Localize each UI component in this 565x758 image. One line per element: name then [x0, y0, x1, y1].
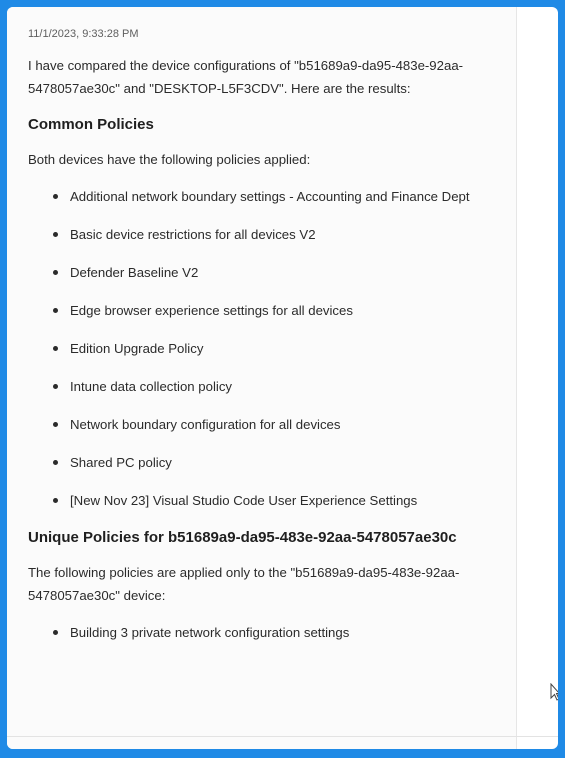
- bullet-icon: [53, 232, 58, 237]
- bullet-icon: [53, 346, 58, 351]
- list-item: [28, 337, 502, 360]
- bullet-icon: [53, 308, 58, 313]
- bullet-icon: [53, 630, 58, 635]
- bullet-icon: [53, 270, 58, 275]
- assistant-message: [7, 7, 516, 644]
- list-item: [28, 261, 502, 284]
- common-policies-text: Both devices have the following policies applied:: [28, 152, 311, 167]
- list-item: [28, 451, 502, 474]
- list-item: [28, 375, 502, 398]
- unique-policies-heading: Unique Policies for b51689a9-da95-483e-92aa-5478057ae30c: [28, 529, 457, 546]
- list-item-label: Defender Baseline V2: [70, 265, 199, 280]
- common-policies-list: [28, 185, 502, 512]
- list-item: [28, 185, 502, 208]
- list-item-label: Building 3 private network configuration settings: [70, 625, 350, 640]
- chat-window: [7, 7, 558, 749]
- list-item-label: Intune data collection policy: [70, 379, 233, 394]
- list-item-label: Edition Upgrade Policy: [70, 341, 204, 356]
- bullet-icon: [53, 384, 58, 389]
- list-item: [28, 413, 502, 436]
- unique-policies-list: [28, 621, 502, 644]
- unique-policies-text: The following policies are applied only to the "b51689a9-da95-483e-92aa-5478057ae30c" device:: [28, 565, 460, 603]
- list-item-label: Additional network boundary settings - Accounting and Finance Dept: [70, 189, 470, 204]
- mouse-cursor-icon: [550, 683, 558, 701]
- list-item-label: Shared PC policy: [70, 455, 172, 470]
- message-timestamp: 11/1/2023, 9:33:28 PM: [28, 28, 139, 40]
- list-item: [28, 223, 502, 246]
- chat-panel: [7, 7, 517, 749]
- list-item: [28, 299, 502, 322]
- list-item: [28, 621, 502, 644]
- list-item-label: [New Nov 23] Visual Studio Code User Experience Settings: [70, 493, 418, 508]
- divider: [7, 736, 558, 737]
- list-item: [28, 489, 502, 512]
- bullet-icon: [53, 498, 58, 503]
- list-item-label: Edge browser experience settings for all devices: [70, 303, 353, 318]
- intro-text: I have compared the device configurations of "b51689a9-da95-483e-92aa-5478057ae30c" and "DESKTOP-L5F3CDV". Here are the results:: [28, 58, 464, 96]
- bullet-icon: [53, 194, 58, 199]
- bullet-icon: [53, 460, 58, 465]
- list-item-label: Network boundary configuration for all devices: [70, 417, 341, 432]
- list-item-label: Basic device restrictions for all devices V2: [70, 227, 316, 242]
- bullet-icon: [53, 422, 58, 427]
- common-policies-heading: Common Policies: [28, 116, 154, 133]
